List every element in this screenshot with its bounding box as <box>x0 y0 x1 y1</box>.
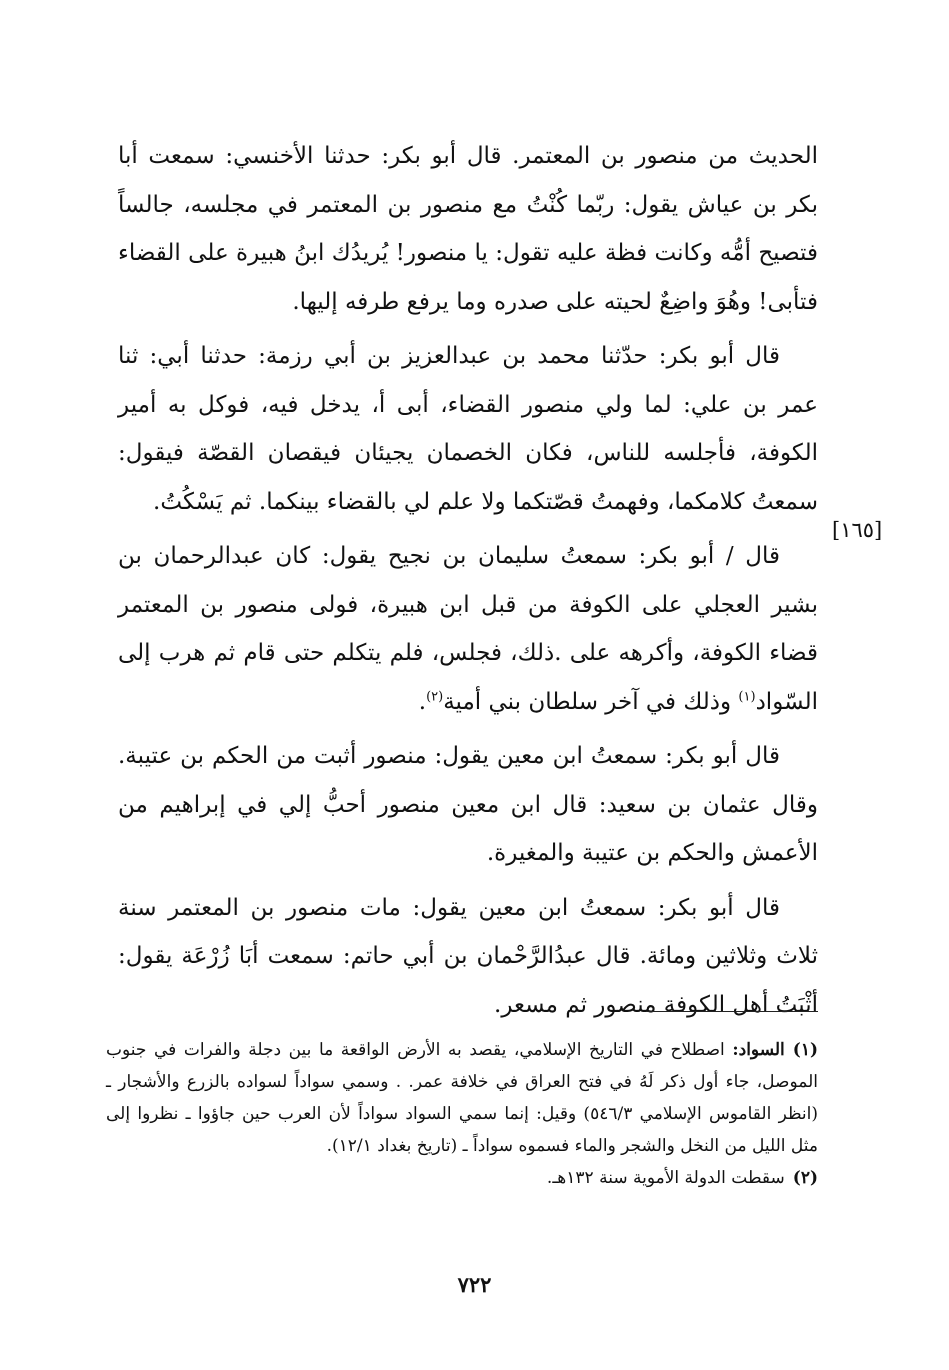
footnotes <box>106 1034 818 1194</box>
paragraph-3-text-middle: وذلك في آخر سلطان بني أمية <box>443 688 739 715</box>
footnote-1 <box>106 1034 818 1162</box>
paragraph-1: الحديث من منصور بن المعتمر. قال أبو بكر: حدثنا الأخنسي: سمعت أبا بكر بن عياش يقول: ربّما كُنْتُ مع منصور بن المعتمر في مجلسه، جالساً فتصيح أمُّه وكانت فظة عليه تقول: يا منصور! يُريدُك ابنُ هبيرة على القضاء فتأبى! وهُوَ واضِعٌ لحيته على صدره وما يرفع طرفه إليها. <box>118 143 818 315</box>
footnote-divider <box>646 1011 818 1012</box>
page-number: ٧٢٢ <box>457 1272 492 1297</box>
manuscript-page-marker: [١٦٥] <box>832 518 883 542</box>
footnote-ref-1[interactable]: (١) <box>738 688 756 704</box>
footnote-1-headword: السواد: <box>732 1040 785 1060</box>
footnote-2 <box>106 1162 818 1194</box>
paragraph-3 <box>118 532 818 726</box>
main-text <box>118 132 818 1035</box>
paragraph-3-text-before: قال / أبو بكر: سمعتُ سليمان بن نجيح يقول: كان عبدالرحمان بن بشير العجلي على الكوفة من قبل ابن هبيرة، فولى منصور بن المعتمر قضاء الكوفة، وأكرهه على .ذلك، فجلس، فلم يتكلم حتى قام ثم هرب إلى السّواد <box>118 543 818 715</box>
paragraph-2: قال أبو بكر: حدّثنا محمد بن عبدالعزيز بن أبي رزمة: حدثنا أبي: ثنا عمر بن علي: لما ولي منصور القضاء، أبى أ، يدخل فيه، فوكل به أمير الكوفة، فأجلسه للناس، فكان الخصمان يجيئان فيقصان القصّة فيقول: سمعتُ كلامكما، وفهمتُ قصّتكما ولا علم لي بالقضاء بينكما. ثم يَسْكُتُ. <box>118 343 818 515</box>
footnote-1-text: اصطلاح في التاريخ الإسلامي، يقصد به الأرض الواقعة ما بين دجلة والفرات في جنوب الموصل، جاء أول ذكر لَهُ في فتح العراق في خلافة عمر. . وسمي سواداً لسواده بالزرع والأشجار ـ (انظر القاموس الإسلامي ٥٤٦/٣) وقيل: إنما سمي السواد سواداً لأن العرب حين جاؤوا ـ نظروا إلى مثل الليل من النخل والشجر والماء فسموه سواداً ـ (تاريخ بغداد ١٢/١). <box>106 1040 818 1156</box>
paragraph-5: قال أبو بكر: سمعتُ ابن معين يقول: مات منصور بن المعتمر سنة ثلاث وثلاثين ومائة. قال عبدُالرَّحْمان بن أبي حاتم: سمعت أبَا زُرْعَة يقول: أثْبَتُ أهل الكوفة منصور ثم مسعر. <box>118 894 818 1018</box>
footnote-1-number: (١) <box>792 1040 818 1060</box>
paragraph-3-text-after: . <box>418 688 427 715</box>
footnote-2-number: (٢) <box>792 1168 818 1188</box>
paragraph-4: قال أبو بكر: سمعتُ ابن معين يقول: منصور أثبت من الحكم بن عتيبة. وقال عثمان بن سعيد: قال ابن معين منصور أحبُّ إلي في إبراهيم من الأعمش والحكم بن عتيبة والمغيرة. <box>118 743 818 866</box>
footnote-2-text: سقطت الدولة الأموية سنة ١٣٢هـ. <box>546 1168 785 1188</box>
footnote-ref-2[interactable]: (٢) <box>426 688 444 704</box>
